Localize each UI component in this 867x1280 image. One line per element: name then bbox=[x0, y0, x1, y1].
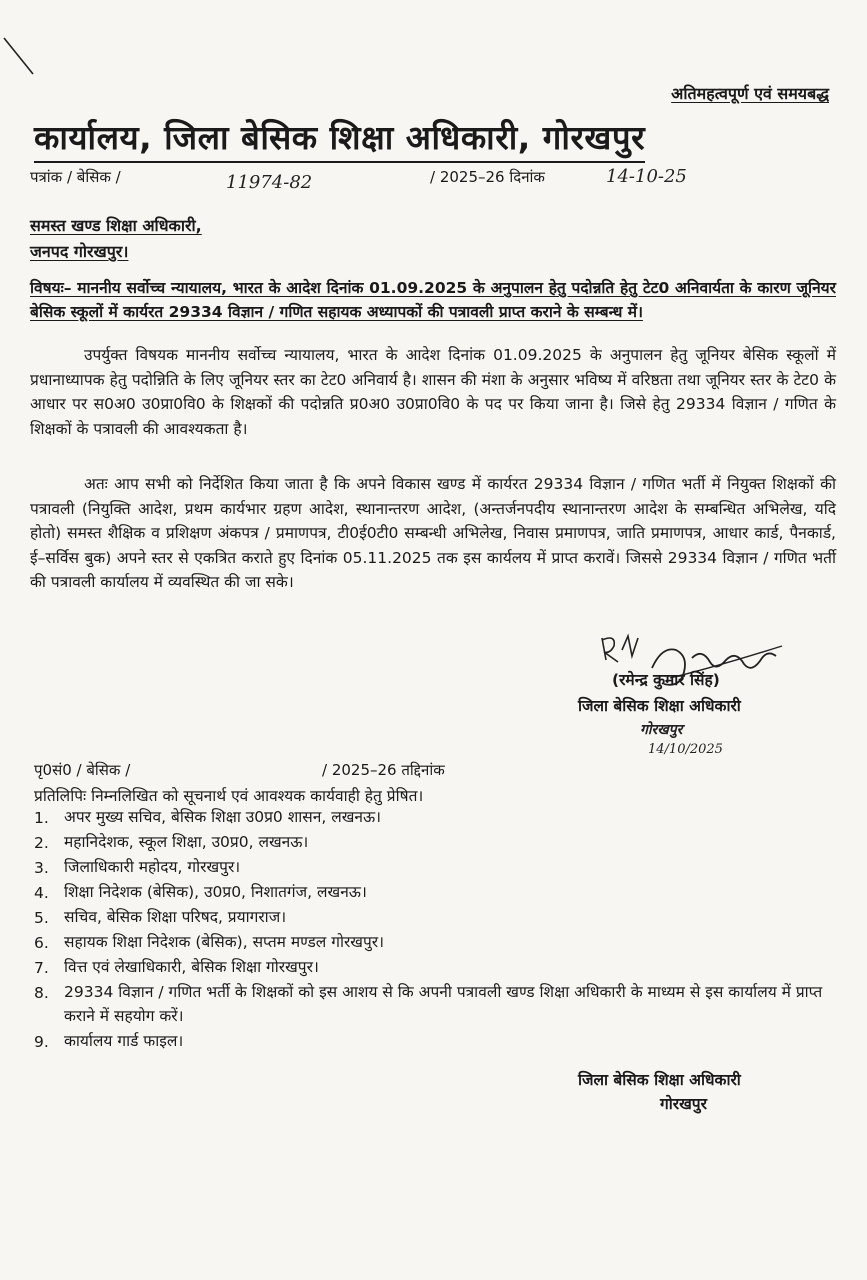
signer-title: जिला बेसिक शिक्षा अधिकारी bbox=[578, 697, 741, 715]
list-item bbox=[34, 906, 834, 930]
list-item bbox=[34, 881, 834, 905]
copy-reference-label: पृ0सं0 / बेसिक / bbox=[34, 761, 131, 779]
list-item-number: 1. bbox=[34, 809, 49, 827]
copy-intro: प्रतिलिपिः निम्नलिखित को सूचनार्थ एवं आवश्यक कार्यवाही हेतु प्रेषित। bbox=[34, 787, 424, 805]
office-heading: कार्यालय, जिला बेसिक शिक्षा अधिकारी, गोरखपुर bbox=[34, 114, 645, 163]
signer-place: गोरखपुर bbox=[640, 722, 683, 738]
list-item-number: 3. bbox=[34, 859, 49, 877]
signer-name: (रमेन्द्र कुमार सिंह) bbox=[612, 671, 720, 689]
list-item-text: वित्त एवं लेखाधिकारी, बेसिक शिक्षा गोरखपुर। bbox=[64, 958, 319, 976]
list-item-number: 7. bbox=[34, 959, 49, 977]
list-item bbox=[34, 981, 834, 1028]
body-paragraph-1: उपर्युक्त विषयक माननीय सर्वोच्च न्यायालय, भारत के आदेश दिनांक 01.09.2025 के अनुपालन हेतु जूनियर बेसिक स्कूलों में प्रधानाध्यापक हेतु पदोन्निति के लिए जूनियर स्तर का टेट0 अनिवार्य है। शासन की मंशा के अनुसार भविष्य में वरिष्ठता तथा जूनियर स्तर के टेट0 के आधार पर स0अ0 उ0प्रा0वि0 के शिक्षकों की पदोन्नति प्र0अ0 उ0प्रा0वि0 के पद पर किया जाना है। जिसे हेतु 29334 विज्ञान / गणित के शिक्षकों के पत्रावली की आवश्यकता है। bbox=[30, 346, 836, 438]
list-item-text: महानिदेशक, स्कूल शिक्षा, उ0प्र0, लखनऊ। bbox=[64, 833, 309, 851]
list-item-text: सहायक शिक्षा निदेशक (बेसिक), सप्तम मण्डल गोरखपुर। bbox=[64, 933, 384, 951]
reference-date: 14-10-25 bbox=[606, 166, 687, 187]
reference-label: पत्रांक / बेसिक / bbox=[30, 168, 121, 186]
list-item bbox=[34, 956, 834, 980]
list-item-text: सचिव, बेसिक शिक्षा परिषद, प्रयागराज। bbox=[64, 908, 287, 926]
list-item-number: 8. bbox=[34, 984, 49, 1002]
list-item-number: 2. bbox=[34, 834, 49, 852]
footer-signer-title: जिला बेसिक शिक्षा अधिकारी bbox=[578, 1071, 741, 1089]
list-item-text: शिक्षा निदेशक (बेसिक), उ0प्र0, निशातगंज, लखनऊ। bbox=[64, 883, 367, 901]
list-item-text: 29334 विज्ञान / गणित भर्ती के शिक्षकों को इस आशय से कि अपनी पत्रावली खण्ड शिक्षा अधिकारी के माध्यम से इस कार्यालय में प्राप्त कराने में सहयोग करें। bbox=[64, 983, 823, 1025]
list-item bbox=[34, 856, 834, 880]
copy-reference-year: / 2025–26 तद्दिनांक bbox=[322, 761, 445, 779]
list-item-text: जिलाधिकारी महोदय, गोरखपुर। bbox=[64, 858, 241, 876]
list-item-number: 9. bbox=[34, 1032, 49, 1051]
list-item bbox=[34, 931, 834, 955]
reference-number: 11974-82 bbox=[226, 172, 313, 193]
list-item bbox=[34, 806, 834, 830]
reference-year-date-label: / 2025–26 दिनांक bbox=[430, 168, 545, 186]
list-item-text: कार्यालय गार्ड फाइल। bbox=[64, 1031, 184, 1050]
body-paragraph-2: अतः आप सभी को निर्देशित किया जाता है कि अपने विकास खण्ड में कार्यरत 29334 विज्ञान / गणित भर्ती में नियुक्त शिक्षकों की पत्रावली (नियुक्ति आदेश, प्रथम कार्यभार ग्रहण आदेश, स्थानान्तरण आदेश, (अन्तर्जनपदीय स्थानान्तरण आदेश के सम्बन्धित अभिलेख, यदि होतो) समस्त शैक्षिक व प्रशिक्षण अंकपत्र / प्रमाणपत्र, टी0ई0टी0 सम्बन्धी अभिलेख, निवास प्रमाणपत्र, जाति प्रमाणपत्र, आधार कार्ड, पैनकार्ड, ई–सर्विस बुक) अपने स्तर से एकत्रित कराते हुए दिनांक 05.11.2025 तक इस कार्यलय में प्राप्त करावें। जिससे 29334 विज्ञान / गणित भर्ती की पत्रावली कार्यालय में व्यवस्थित की जा सके। bbox=[30, 475, 836, 592]
list-item-number: 5. bbox=[34, 909, 49, 927]
priority-label: अतिमहत्वपूर्ण एवं समयबद्ध bbox=[671, 84, 829, 103]
addressee-line-2: जनपद गोरखपुर। bbox=[30, 242, 129, 261]
corner-pen-mark bbox=[0, 0, 40, 80]
signature-date: 14/10/2025 bbox=[648, 742, 723, 757]
addressee-line-1: समस्त खण्ड शिक्षा अधिकारी, bbox=[30, 216, 202, 235]
footer-signer-place: गोरखपुर bbox=[660, 1095, 707, 1113]
subject-text: विषयः– माननीय सर्वोच्च न्यायालय, भारत के आदेश दिनांक 01.09.2025 के अनुपालन हेतु पदोन्नति हेतु टेट0 अनिवार्यता के कारण जूनियर बेसिक स्कूलों में कार्यरत 29334 विज्ञान / गणित सहायक अध्यापकों की पत्रावली प्राप्त कराने के सम्बन्ध में। bbox=[30, 279, 836, 321]
list-item-number: 4. bbox=[34, 884, 49, 902]
list-item-number: 6. bbox=[34, 934, 49, 952]
list-item bbox=[34, 831, 834, 855]
list-item bbox=[34, 1030, 834, 1054]
list-item-text: अपर मुख्य सचिव, बेसिक शिक्षा उ0प्र0 शासन, लखनऊ। bbox=[64, 808, 382, 826]
copy-recipient-list bbox=[34, 806, 834, 1055]
